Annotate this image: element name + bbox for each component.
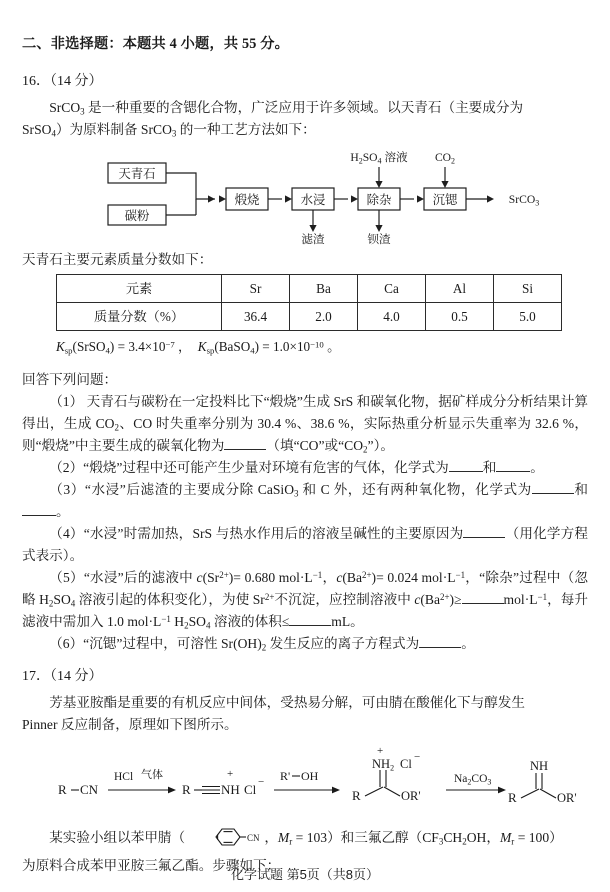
process-flowchart <box>0 147 610 247</box>
answer-blank[interactable] <box>449 471 483 472</box>
q17-num-label: 17． <box>22 668 50 684</box>
benzonitrile-structure <box>185 826 264 855</box>
answer-blank[interactable] <box>463 537 505 538</box>
header-cell-0: 元素 <box>57 275 222 303</box>
scheme-arrow1-gas: 气体 <box>141 768 163 781</box>
scheme-arrow1-hcl: HCl <box>114 770 134 783</box>
q17-para2-line-1: 某实验小组以苯甲腈（ CN ，$M_r = 103$）和三氟乙醇（$CF_3CH_2OH$，$M_r = 100$） <box>22 826 588 855</box>
value-cell-0: 质量分数（%） <box>57 303 222 331</box>
q16-part-1: （1） 天青石与碳粉在一定投料比下“煅烧”生成 SrS 和碳氧化物，据矿样成分分析结果计算得出，生成 $CO_2$、CO 时失重率分别为 30.4 %、38.6 %，实际热重分析显示失重率为 32.6 %，则“煅烧”中主要生成的碳氧化物为 （填“CO”或“$CO_2$”）。 <box>22 393 588 455</box>
question-16-number <box>22 71 588 93</box>
q16-part-5: （5）“水浸”后的滤液中 $c(Sr^{2+})= 0.680$ $mol\cdot L^{-1}$，$c(Ba^{2+})= 0.024$ $mol\cdot L^{-1}$，“除杂”过程中（忽略 $H_2SO_4$ 溶液引起的体积变化），为使 $Sr^{2+}$不沉淀，应控制溶液中 $c(Ba^{2+})\ge mol\cdot L^{-1}$，每升滤液中需加入 1.0 $mol\cdot L^{-1}$ $H_2SO_4$ 溶液的体积≤ mL。 <box>22 569 589 631</box>
scheme-int1-r: R <box>182 781 191 797</box>
flow-waste-2: 钡渣 <box>367 233 391 247</box>
answer-blank[interactable] <box>462 603 504 604</box>
flow-stage-1: 煅烧 <box>234 193 260 208</box>
value-cell-4: 0.5 <box>426 303 494 331</box>
q16-intro-line-1: SrCO$_3$ 是一种重要的含锶化合物，广泛应用于许多领域。以天青石（主要成分为 <box>49 99 524 117</box>
scheme-int2-minus-charge: − <box>414 750 421 763</box>
scheme-int1-plus-charge: + <box>227 767 234 780</box>
flow-reagent-co2: $CO_2$ <box>434 151 456 166</box>
flow-waste-1: 滤渣 <box>301 233 325 247</box>
table-caption: 天青石主要元素质量分数如下： <box>22 252 213 268</box>
scheme-product-nh: NH <box>530 758 549 773</box>
page-body <box>22 0 588 877</box>
flow-product: SrCO$_3$ <box>508 193 540 208</box>
scheme-int2-nh2: $NH_2$ <box>372 756 395 773</box>
q17-marks: （14 分） <box>50 668 103 684</box>
header-cell-5: Si <box>494 275 562 303</box>
q16-part-6-label: （6） <box>49 635 84 651</box>
scheme-int2-or: OR' <box>401 788 421 803</box>
scheme-int2-r: R <box>352 787 361 803</box>
question-17-number <box>22 666 588 688</box>
scheme-int1-minus-charge: − <box>258 775 265 788</box>
table-row-header <box>57 275 562 303</box>
flow-input-1: 天青石 <box>118 167 156 182</box>
q16-num-label: 16． <box>22 74 50 90</box>
svg-text:CN: CN <box>247 832 260 843</box>
page-footer: 化学试题 第5页（共8页） <box>230 867 380 882</box>
header-cell-1: Sr <box>222 275 290 303</box>
q16-marks: （14 分） <box>50 74 103 90</box>
scheme-arrow2-alcohol: R' <box>280 768 291 783</box>
ksp-line: $K_{sp}(SrSO_4) = 3.4\times 10^{-7}$ ， $K_{sp}(BaSO_4) = 1.0\times 10^{-10}$ 。 <box>56 339 341 356</box>
section-heading: 二、非选择题：本题共 4 小题，共 55 分。 <box>22 36 290 52</box>
q16-intro-line-2: SrSO$_4$）为原料制备 SrCO$_3$ 的一种工艺方法如下： <box>22 122 316 139</box>
scheme-reactant-rcn: R <box>58 781 67 797</box>
value-cell-3: 4.0 <box>358 303 426 331</box>
q16-part-2: （2）“煅烧”过程中还可能产生少量对环境有危害的气体，化学式为 和 。 <box>49 459 544 475</box>
q16-part-4-label: （4） <box>49 525 84 541</box>
answer-blank[interactable] <box>224 449 266 450</box>
q17-intro-line-1: 芳基亚胺酯是重要的有机反应中间体，受热易分解，可由腈在酸催化下与醇发生 <box>49 694 525 710</box>
q16-part-5-label: （5） <box>49 569 84 585</box>
scheme-arrow3-na2co3: $Na_2CO_3$ <box>454 772 492 787</box>
answer-blank[interactable] <box>22 515 56 516</box>
value-cell-1: 36.4 <box>222 303 290 331</box>
value-cell-2: 2.0 <box>290 303 358 331</box>
header-cell-2: Ba <box>290 275 358 303</box>
q16-part-1-label: （1） <box>49 393 84 409</box>
flow-stage-4: 沉锶 <box>432 193 458 208</box>
q17-intro-line-2: Pinner 反应制备，原理如下图所示。 <box>22 716 238 732</box>
scheme-int2-cl: Cl <box>400 756 412 771</box>
q16-part-3: （3）“水浸”后滤渣的主要成分除 CaSiO$_3$ 和 C 外，还有两种氧化物，化学式为 和。 <box>22 479 588 523</box>
scheme-int2-plus-charge: + <box>377 744 384 757</box>
q17-para2-line-2: 为原料合成苯甲亚胺三氟乙酯。步骤如下： <box>22 857 281 873</box>
header-cell-4: Al <box>426 275 494 303</box>
q16-part-2-label: （2） <box>49 459 84 475</box>
scheme-product-or: OR' <box>557 790 577 805</box>
scheme-int1-cl: Cl <box>244 781 257 797</box>
scheme-arrow2-oh: OH <box>301 768 319 783</box>
answer-blank[interactable] <box>496 471 530 472</box>
header-cell-3: Ca <box>358 275 426 303</box>
flow-input-2: 碳粉 <box>124 209 150 224</box>
pinner-reaction-scheme <box>22 740 588 826</box>
flow-reagent-h2so4: $H_2SO_4$ 溶液 <box>350 151 408 166</box>
table-row-values <box>57 303 562 331</box>
element-mass-fraction-table <box>56 274 562 331</box>
q16-part-6: （6）“沉锶”过程中，可溶性 $Sr(OH)_2$ 发生反应的离子方程式为 。 <box>49 635 475 653</box>
q16-part-3-label: （3） <box>49 481 85 497</box>
scheme-int1-nh: NH <box>221 781 240 797</box>
scheme-product-r: R <box>508 789 517 805</box>
q16-part-4: （4）“水浸”时需加热，SrS 与热水作用后的溶液呈碱性的主要原因为 （用化学方程式表示）。 <box>22 525 589 563</box>
flow-stage-3: 除杂 <box>366 193 392 208</box>
answer-blank[interactable] <box>289 625 331 626</box>
flow-stage-2: 水浸 <box>300 193 326 208</box>
value-cell-5: 5.0 <box>494 303 562 331</box>
answer-blank[interactable] <box>419 647 461 648</box>
answer-prompt: 回答下列问题： <box>22 371 118 387</box>
answer-blank[interactable] <box>532 493 574 494</box>
scheme-reactant-cn: CN <box>80 781 99 797</box>
